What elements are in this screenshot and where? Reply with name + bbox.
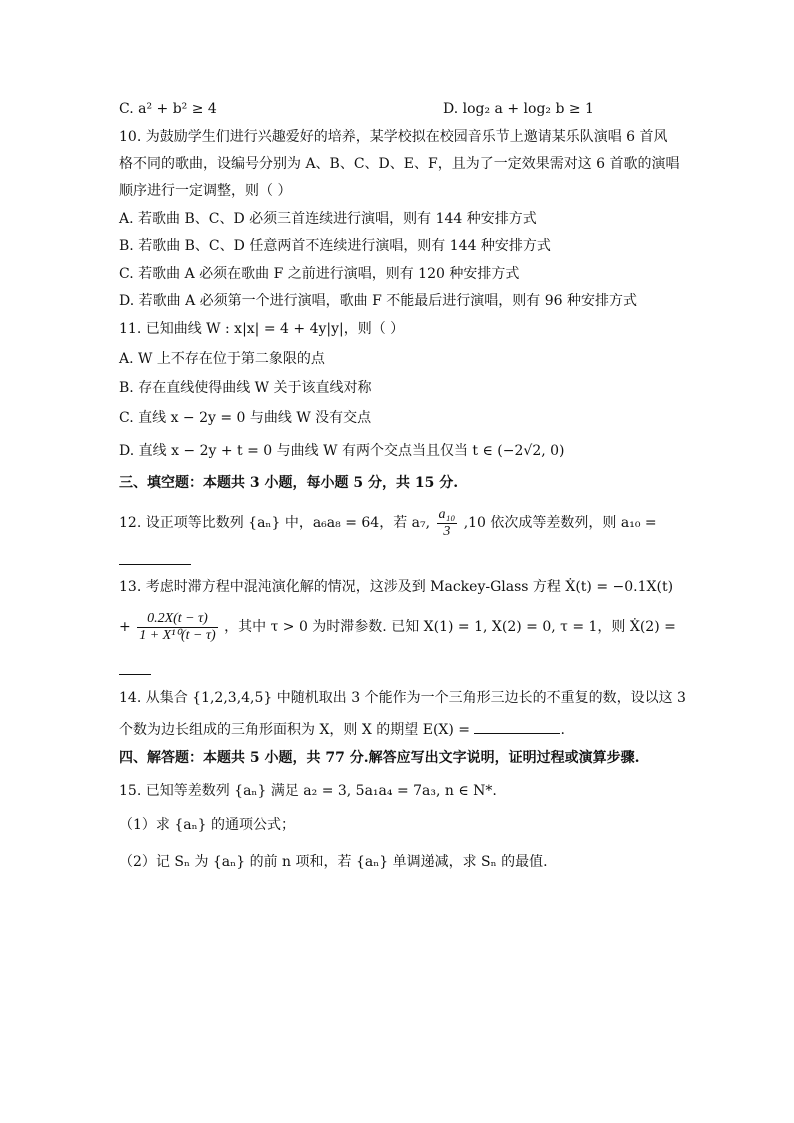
q14-line-1: 14. 从集合 {1,2,3,4,5} 中随机取出 3 个能作为一个三角形三边长的不重复的数，设以这 3 <box>119 690 686 706</box>
q13-text-after: ，其中 τ > 0 为时滞参数. 已知 X(1) = 1, X(2) = 0, τ = 1，则 Ẋ(2) = <box>224 619 676 635</box>
q14-text: 个数为边长组成的三角形面积为 X，则 X 的期望 E(X) = <box>119 722 471 738</box>
q12-fraction <box>437 507 458 540</box>
q11-option-a: A. W 上不存在位于第二象限的点 <box>119 351 325 367</box>
q15-part-1: （1）求 {aₙ} 的通项公式； <box>119 817 296 833</box>
q15-part-2: （2）记 Sₙ 为 {aₙ} 的前 n 项和，若 {aₙ} 单调递减，求 Sₙ 的最值. <box>119 854 548 870</box>
q14-line-2 <box>119 719 565 740</box>
q10-stem-line-2: 格不同的歌曲，设编号分别为 A、B、C、D、E、F，且为了一定效果需对这 6 首歌的演唱 <box>119 156 680 172</box>
q9-option-c: C. a² + b² ≥ 4 <box>119 101 217 117</box>
q13-fraction-denominator: 1 + X¹⁰(t − τ) <box>139 627 216 643</box>
q10-option-d: D. 若歌曲 A 必须第一个进行演唱，歌曲 F 不能最后进行演唱，则有 96 种安排方式 <box>119 293 637 309</box>
section-4-heading: 四、解答题：本题共 5 小题，共 77 分.解答应写出文字说明，证明过程或演算步骤. <box>119 750 640 766</box>
q10-option-c: C. 若歌曲 A 必须在歌曲 F 之前进行演唱，则有 120 种安排方式 <box>119 266 520 282</box>
q12-text-after: ,10 依次成等差数列，则 a₁₀ = <box>463 515 657 531</box>
q10-option-b: B. 若歌曲 B、C、D 任意两首不连续进行演唱，则有 144 种安排方式 <box>119 238 551 254</box>
q13-fraction-numerator: 0.2X(t − τ) <box>137 611 217 628</box>
q11-option-d: D. 直线 x − 2y + t = 0 与曲线 W 有两个交点当且仅当 t ∈ (−2√2, 0) <box>119 443 565 459</box>
q12-answer-blank[interactable] <box>119 550 191 571</box>
q12-fraction-numerator: a₁₀ <box>438 506 456 522</box>
q10-option-a: A. 若歌曲 B、C、D 必须三首连续进行演唱，则有 144 种安排方式 <box>119 211 537 227</box>
q15-stem: 15. 已知等差数列 {aₙ} 满足 a₂ = 3, 5a₁a₄ = 7a₃, n ∈ N*. <box>119 783 497 799</box>
q11-option-b: B. 存在直线使得曲线 W 关于该直线对称 <box>119 380 372 396</box>
q13-blank-line[interactable] <box>119 660 151 675</box>
q12-stem <box>119 506 657 540</box>
q14-blank-line[interactable] <box>474 719 560 734</box>
q14-period: . <box>560 722 565 738</box>
q12-text-before: 12. 设正项等比数列 {aₙ} 中，a₆a₈ = 64，若 a₇, <box>119 515 431 531</box>
q11-option-c: C. 直线 x − 2y = 0 与曲线 W 没有交点 <box>119 410 372 426</box>
q13-line-1: 13. 考虑时滞方程中混沌演化解的情况，这涉及到 Mackey-Glass 方程 Ẋ(t) = −0.1X(t) <box>119 579 674 595</box>
q13-plus-sign: + <box>119 619 131 635</box>
section-3-heading: 三、填空题：本题共 3 小题，每小题 5 分，共 15 分. <box>119 475 459 491</box>
q9-option-d: D. log₂ a + log₂ b ≥ 1 <box>443 101 594 117</box>
q13-line-2 <box>119 610 676 644</box>
q12-fraction-denominator: 3 <box>443 523 451 539</box>
q12-blank-line[interactable] <box>119 550 191 565</box>
q13-fraction <box>137 611 217 644</box>
q10-stem-line-1: 10. 为鼓励学生们进行兴趣爱好的培养，某学校拟在校园音乐节上邀请某乐队演唱 6 首风 <box>119 129 668 145</box>
q10-stem-line-3: 顺序进行一定调整，则（ ） <box>119 183 292 199</box>
q11-stem: 11. 已知曲线 W : x|x| = 4 + 4y|y|，则（ ） <box>119 321 405 337</box>
q13-answer-blank[interactable] <box>119 660 151 681</box>
